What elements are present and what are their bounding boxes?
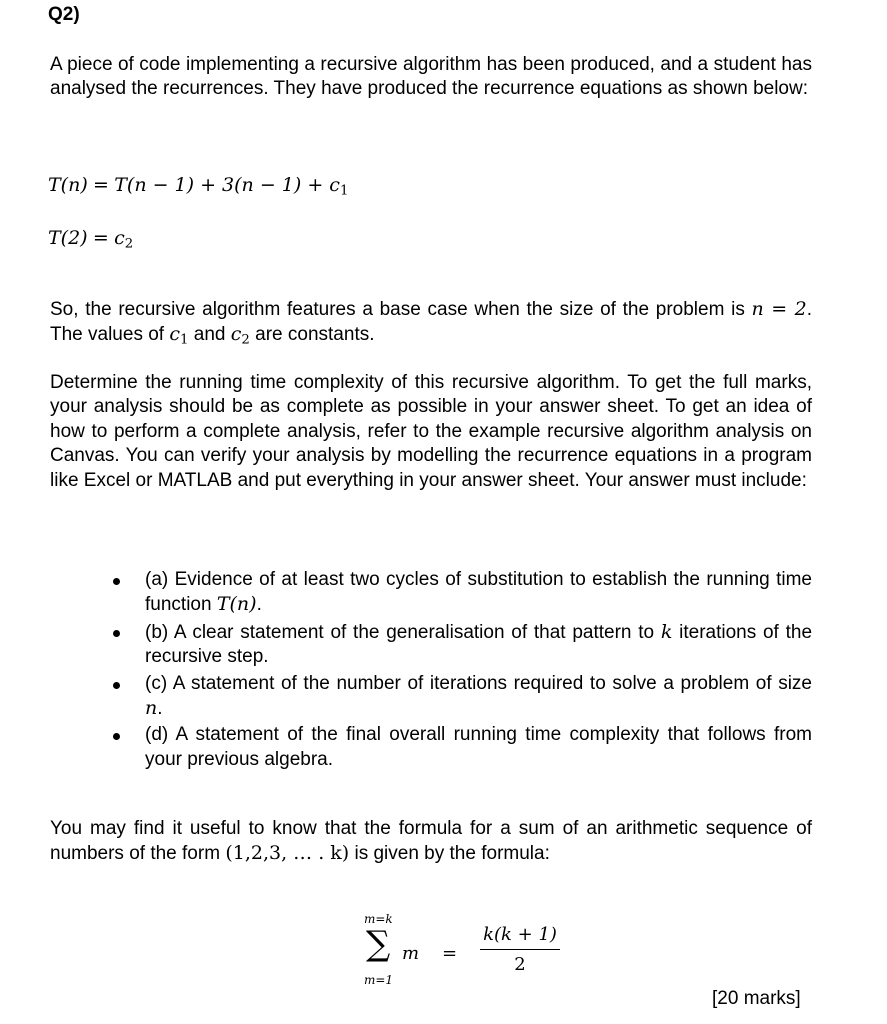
eq1-equals: = (93, 174, 109, 196)
list-item (112, 620, 812, 670)
bullet-b-end: iterations of the recursive step. (145, 621, 813, 668)
recurrence-equation (48, 174, 348, 197)
eq1-subscript: 1 (339, 183, 349, 199)
para2-text-2: . The values of (50, 299, 813, 346)
eq2-equals: = (92, 227, 109, 249)
sum-upper-limit: m=k (364, 912, 393, 926)
fraction-denominator: 2 (514, 954, 526, 975)
summation-formula (360, 910, 600, 990)
para4-text-1: You may find it useful to know that the formula for a sum of an arithmetic sequence of numbers of the form (50, 818, 812, 865)
sum-variable: m (402, 943, 420, 964)
para2-c1: c (169, 323, 181, 346)
list-item (112, 723, 812, 772)
para2-and: and (193, 324, 226, 346)
marks-label: [20 marks] (712, 988, 801, 1009)
requirements-list (112, 568, 812, 774)
eq2-subscript: 2 (124, 236, 134, 252)
bullet-a-end: . (256, 594, 262, 616)
para2-text-3: are constants. (255, 324, 375, 346)
bullet-icon (113, 578, 120, 585)
para2-c2: c (230, 323, 242, 346)
base-case-paragraph (50, 297, 812, 348)
fraction-numerator: k(k + 1) (483, 924, 557, 945)
para2-c2-sub: 2 (241, 332, 250, 348)
bullet-b-text: (b) A clear statement of the generalisation of that pattern to (145, 621, 655, 643)
base-case-equation (48, 227, 133, 250)
hint-paragraph (50, 817, 812, 867)
para4-text-2: is given by the formula: (354, 843, 550, 865)
bullet-icon (113, 733, 120, 740)
sum-equals: = (442, 943, 458, 964)
eq1-lhs: T(n) (48, 174, 88, 196)
eq2-rhs: c (114, 227, 125, 249)
para2-text-1: So, the recursive algorithm features a base case when the size of the problem is (50, 299, 745, 320)
list-item (112, 568, 812, 618)
bullet-a-math: T(n) (216, 593, 257, 616)
bullet-c-text: (c) A statement of the number of iterations required to solve a problem of size (145, 672, 812, 694)
intro-paragraph: A piece of code implementing a recursive algorithm has been produced, and a student has analysed the recurrences. They have produced the recurrence equations as shown below: (50, 54, 812, 100)
sigma-icon: ∑ (366, 924, 391, 964)
list-item (112, 672, 812, 722)
eq1-rhs: T(n − 1) + 3(n − 1) + c (114, 174, 340, 196)
eq2-lhs: T(2) (48, 227, 88, 249)
bullet-icon (113, 630, 120, 637)
para4-math: (1,2,3, … . k) (225, 842, 350, 865)
bullet-c-end: . (157, 698, 163, 720)
question-heading: Q2) (48, 4, 80, 25)
bullet-a-text: (a) Evidence of at least two cycles of substitution to establish the running time function (145, 569, 812, 616)
bullet-icon (113, 682, 120, 689)
para2-c1-sub: 1 (180, 332, 189, 348)
sum-lower-limit: m=1 (364, 973, 394, 987)
para2-math-n: n = 2 (751, 298, 807, 320)
fraction-bar (480, 949, 560, 950)
instructions-paragraph: Determine the running time complexity of this recursive algorithm. To get the full marks, your analysis should be as complete as possible in your answer sheet. To get an idea of how to perform a complete analysis, refer to the example recursive algorithm analysis on Canvas. You can verify your analysis by modelling the recurrence equations in a program like Excel or MATLAB and put everything in your answer sheet. Your answer must include: (50, 372, 812, 491)
bullet-d-text: (d) A statement of the final overall running time complexity that follows from your previous algebra. (145, 724, 812, 770)
bullet-c-math: n (145, 697, 158, 720)
bullet-b-math: k (660, 620, 673, 643)
